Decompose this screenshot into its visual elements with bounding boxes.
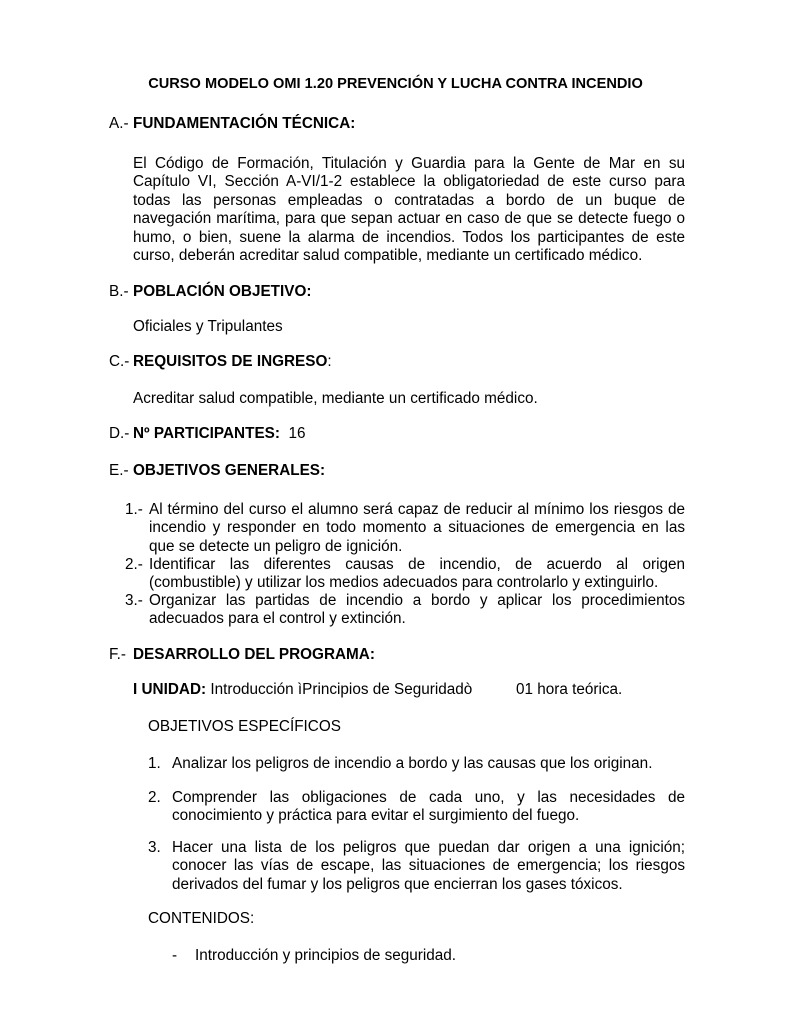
- section-label: D.-: [109, 425, 130, 442]
- general-objective-item: [125, 501, 685, 556]
- section-a-heading: [109, 115, 355, 133]
- section-d-heading: [109, 425, 305, 443]
- specific-objective-item: [148, 789, 685, 826]
- section-label: B.-: [109, 283, 129, 300]
- general-objective-item: [125, 556, 685, 593]
- unit-line: [133, 681, 693, 699]
- item-text: Introducción y principios de seguridad.: [195, 947, 457, 964]
- contents-item: [172, 947, 457, 965]
- item-text: Comprender las obligaciones de cada uno, y las necesidades de conocimiento y práctica para evitar el surgimiento del fuego.: [172, 789, 685, 825]
- section-title: OBJETIVOS GENERALES:: [133, 462, 326, 479]
- item-number: 1.: [148, 755, 161, 772]
- specific-objective-item: [148, 839, 685, 894]
- general-objective-item: [125, 592, 685, 629]
- item-number: 2.-: [125, 556, 143, 573]
- specific-objective-item: [148, 755, 685, 773]
- section-title: POBLACIÓN OBJETIVO:: [133, 283, 312, 300]
- item-number: 1.-: [125, 501, 143, 518]
- section-f-heading: [109, 646, 375, 664]
- section-label: E.-: [109, 462, 129, 479]
- item-text: Hacer una lista de los peligros que puedan dar origen a una ignición; conocer las vías de escape, las situaciones de emergencia; los riesgos derivados del fumar y los peligros que encierran los gases tóxicos.: [172, 839, 685, 893]
- document-title: CURSO MODELO OMI 1.20 PREVENCIÓN Y LUCHA CONTRA INCENDIO: [148, 76, 643, 92]
- item-number: 3.: [148, 839, 161, 856]
- section-b-text: Oficiales y Tripulantes: [133, 318, 283, 335]
- unit-label: I UNIDAD:: [133, 681, 207, 698]
- participants-value: 16: [288, 425, 306, 442]
- section-title: FUNDAMENTACIÓN TÉCNICA:: [133, 115, 356, 132]
- item-text: Al término del curso el alumno será capaz de reducir al mínimo los riesgos de incendio y responder en todo momento a situaciones de emergencia en las que se detecte un peligro de ignición.: [149, 501, 685, 555]
- section-label: A.-: [109, 115, 129, 132]
- item-text: Organizar las partidas de incendio a bordo y aplicar los procedimientos adecuados para el control y extinción.: [149, 592, 685, 628]
- section-e-heading: [109, 462, 325, 480]
- bullet-dash: -: [172, 947, 178, 964]
- colon: :: [327, 353, 332, 370]
- section-title: Nº PARTICIPANTES:: [133, 425, 280, 442]
- specific-objectives-heading: OBJETIVOS ESPECÍFICOS: [148, 718, 341, 735]
- section-label: F.-: [109, 646, 126, 663]
- contents-heading: CONTENIDOS:: [148, 910, 255, 927]
- section-title: DESARROLLO DEL PROGRAMA:: [133, 646, 375, 663]
- unit-title: Introducción ìPrincipios de Seguridadò: [210, 681, 473, 698]
- item-number: 2.: [148, 789, 161, 806]
- section-c-heading: [109, 353, 332, 371]
- item-text: Identificar las diferentes causas de incendio, de acuerdo al origen (combustible) y utilizar los medios adecuados para controlarlo y extinguirlo.: [149, 556, 685, 592]
- section-c-text: Acreditar salud compatible, mediante un certificado médico.: [133, 390, 538, 407]
- section-title: REQUISITOS DE INGRESO: [133, 353, 328, 370]
- item-text: Analizar los peligros de incendio a bordo y las causas que los originan.: [172, 755, 653, 772]
- section-a-paragraph: El Código de Formación, Titulación y Guardia para la Gente de Mar en su Capítulo VI, Sección A-VI/1-2 establece la obligatoriedad de este curso para todas las personas empleadas o contratadas a bordo de un buque de navegación marítima, para que sepan actuar en caso de que se detecte fuego o humo, o bien, suene la alarma de incendios. Todos los participantes de este curso, deberán acreditar salud compatible, mediante un certificado médico.: [133, 155, 685, 265]
- unit-hours: 01 hora teórica.: [516, 681, 623, 698]
- section-label: C.-: [109, 353, 130, 370]
- section-b-heading: [109, 283, 311, 301]
- item-number: 3.-: [125, 592, 143, 609]
